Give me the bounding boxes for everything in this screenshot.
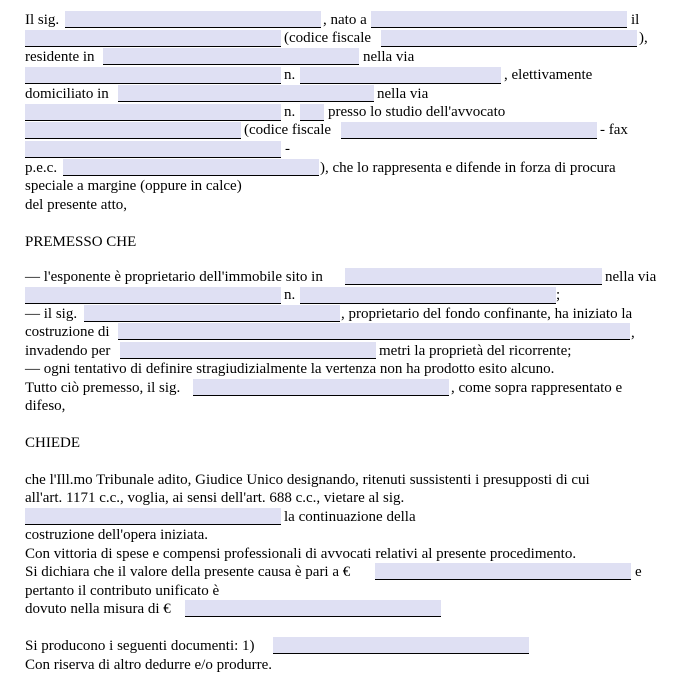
text-codice-fiscale-avv: (codice fiscale — [244, 122, 332, 138]
text-nella-via: nella via — [363, 49, 415, 65]
field-avvocato[interactable] — [25, 122, 241, 139]
text-pec: p.e.c. — [25, 160, 58, 176]
text-difeso: difeso, — [25, 398, 66, 414]
field-costruzione[interactable] — [118, 323, 630, 340]
field-civico-domicilio[interactable] — [300, 104, 324, 121]
text-tribunale: che l'Ill.mo Tribunale adito, Giudice Unico designando, ritenuti sussistenti i presupposti di cui — [25, 472, 590, 488]
field-via-domicilio[interactable] — [25, 104, 281, 121]
text-il-sig-2: — il sig. — [25, 306, 78, 322]
text-costruzione-di: costruzione di — [25, 324, 110, 340]
field-via-residenza[interactable] — [25, 67, 281, 84]
field-sig-premesso[interactable] — [193, 379, 449, 396]
text-continuazione: la continuazione della — [284, 509, 416, 525]
field-codice-fiscale[interactable] — [381, 30, 637, 47]
field-pec[interactable] — [63, 159, 319, 176]
text-n: n. — [284, 67, 296, 83]
text-proprietario-fondo: , proprietario del fondo confinante, ha iniziato la — [341, 306, 633, 322]
text-costruzione-opera: costruzione dell'opera iniziata. — [25, 527, 209, 543]
text-come-sopra: , come sopra rappresentato e — [451, 380, 623, 396]
field-luogo-nascita[interactable] — [371, 11, 627, 28]
text-nato-a: , nato a — [323, 12, 367, 28]
text-art-1171: all'art. 1171 c.c., voglia, ai sensi dell'art. 688 c.c., vietare al sig. — [25, 490, 405, 506]
text-il: il — [631, 12, 640, 28]
field-valore-causa[interactable] — [375, 563, 631, 580]
field-civico-immobile[interactable] — [300, 287, 556, 304]
text-invadendo-per: invadendo per — [25, 343, 111, 359]
field-documenti[interactable] — [273, 637, 529, 654]
text-speciale-margine: speciale a margine (oppure in calce) — [25, 178, 242, 194]
text-il-sig: Il sig. — [25, 12, 60, 28]
text-presso-studio: presso lo studio dell'avvocato — [328, 104, 506, 120]
text-n-2: n. — [284, 104, 296, 120]
field-fax[interactable] — [25, 141, 281, 158]
text-elettivamente: , elettivamente — [504, 67, 593, 83]
text-riserva: Con riserva di altro dedurre e/o produrre. — [25, 657, 272, 673]
field-data-nascita[interactable] — [25, 30, 281, 47]
text-contributo: pertanto il contributo unificato è — [25, 583, 220, 599]
field-confinante[interactable] — [84, 305, 340, 322]
text-fax: - fax — [600, 122, 628, 138]
text-dovuto: dovuto nella misura di € — [25, 601, 171, 617]
field-residenza[interactable] — [103, 48, 359, 65]
field-codice-fiscale-avv[interactable] — [341, 122, 597, 139]
field-immobile-sito[interactable] — [345, 268, 602, 285]
text-presente-atto: del presente atto, — [25, 197, 128, 213]
text-semicolon: ; — [556, 287, 561, 303]
field-via-immobile[interactable] — [25, 287, 281, 304]
text-tutto-cio: Tutto ciò premesso, il sig. — [25, 380, 181, 396]
field-contributo[interactable] — [185, 600, 441, 617]
text-nella-via-3: nella via — [605, 269, 657, 285]
text-n-3: n. — [284, 287, 296, 303]
text-documenti: Si producono i seguenti documenti: 1) — [25, 638, 255, 654]
text-comma: , — [631, 325, 635, 341]
text-e: e — [635, 564, 642, 580]
heading-chiede: CHIEDE — [25, 435, 80, 451]
text-paren-close: ), — [639, 30, 648, 46]
text-valore-causa: Si dichiara che il valore della presente causa è pari a € — [25, 564, 351, 580]
text-tentativo: — ogni tentativo di definire stragiudizialmente la vertenza non ha prodotto esito alcuno. — [25, 361, 555, 377]
field-civico-residenza[interactable] — [300, 67, 501, 84]
text-metri-proprieta: metri la proprietà del ricorrente; — [379, 343, 572, 359]
field-sig-vietare[interactable] — [25, 508, 281, 525]
text-dash: - — [285, 141, 290, 157]
field-nome-sig[interactable] — [65, 11, 321, 28]
text-nella-via-2: nella via — [377, 86, 429, 102]
text-residente-in: residente in — [25, 49, 95, 65]
text-domiciliato-in: domiciliato in — [25, 86, 109, 102]
text-esponente: — l'esponente è proprietario dell'immobile sito in — [25, 269, 323, 285]
heading-premesso: PREMESSO CHE — [25, 234, 137, 250]
field-domicilio[interactable] — [118, 85, 374, 102]
text-vittoria-spese: Con vittoria di spese e compensi professionali di avvocati relativi al presente procedimento. — [25, 546, 577, 562]
text-rappresenta: ), che lo rappresenta e difende in forza di procura — [320, 160, 616, 176]
field-metri[interactable] — [120, 342, 376, 359]
text-codice-fiscale: (codice fiscale — [284, 30, 372, 46]
